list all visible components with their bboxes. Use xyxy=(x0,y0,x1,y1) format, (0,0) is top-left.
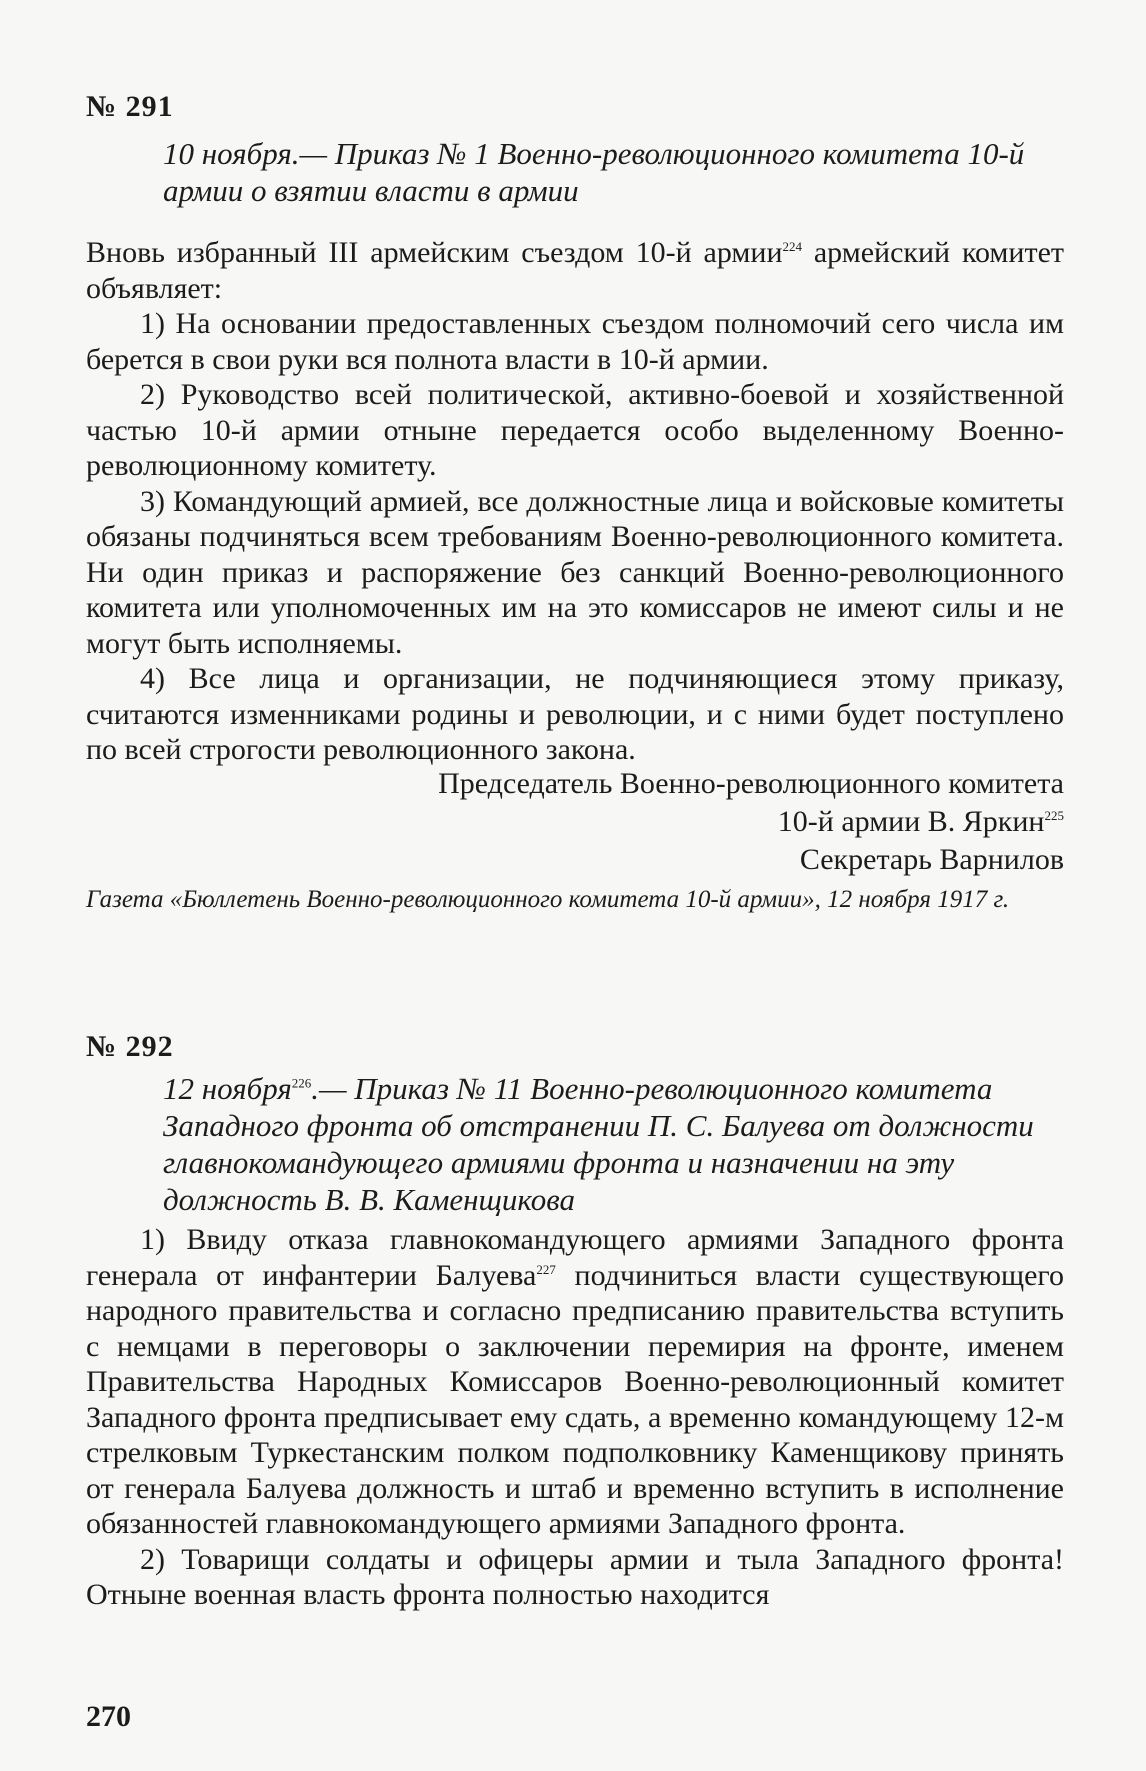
paragraph-3: 3) Командующий армией, все должностные лица и войсковые комитеты обязаны подчиняться всем требованиям Военно-революционного комитета. Ни один приказ и распоряжение без санкций Военно-революционного комитета или уполномоченных им на это комиссаров не имеют силы и не могут быть исполняемы. xyxy=(86,484,1064,660)
document-body-292 xyxy=(86,1222,1064,1613)
footnote-ref: 225 xyxy=(1044,808,1064,823)
paragraph-1: 1) На основании предоставленных съездом полномочий сего числа им берется в свои руки вся полнота власти в 10-й армии. xyxy=(86,307,1064,376)
document-heading-291: 10 ноября.— Приказ № 1 Военно-революционного комитета 10-й армии о взятии власти в армии xyxy=(163,136,1025,208)
intro-paragraph: Вновь избранный III армейским съездом 10-й армии$^{224}$ армейский комитет объявляет: xyxy=(86,236,1064,305)
page-number: 270 xyxy=(86,1700,131,1733)
footnote-ref: 224 xyxy=(782,239,802,254)
document-heading-292: 12 ноября$^{226}$.— Приказ № 11 Военно-революционного комитета Западного фронта об отстранении П. С. Балуева от должности главнокомандующего армиями фронта и назначении на эту должность В. В. Каменщикова xyxy=(163,1071,1034,1217)
footnote-ref: 227 xyxy=(536,1261,556,1277)
paragraph-2: 2) Товарищи солдаты и офицеры армии и тыла Западного фронта! Отныне военная власть фронта полностью находится xyxy=(86,1542,1064,1611)
document-body-291 xyxy=(86,235,1064,768)
paragraph-2: 2) Руководство всей политической, активно-боевой и хозяйственной частью 10-й армии отныне передается особо выделенному Военно-революционному комитету. xyxy=(86,378,1064,482)
source-citation: Газета «Бюллетень Военно-революционного комитета 10-й армии», 12 ноября 1917 г. xyxy=(86,886,1010,913)
document-number-291: № 291 xyxy=(86,90,174,123)
signature-block xyxy=(438,765,1064,879)
document-number-292: № 292 xyxy=(86,1030,174,1063)
paragraph-4: 4) Все лица и организации, не подчиняющиеся этому приказу, считаются изменниками родины и революции, и с ними будет поступлено по всей строгости революционного закона. xyxy=(86,662,1064,766)
signature-line-1: Председатель Военно-революционного комитета xyxy=(438,767,1064,800)
footnote-ref: 226 xyxy=(291,1075,312,1091)
signature-line-2: 10-й армии В. Яркин$^{225}$ xyxy=(777,805,1064,838)
paragraph-1: 1) Ввиду отказа главнокомандующего армиями Западного фронта генерала от инфантерии Балуева$^{227}$ подчиниться власти существующего народного правительства и согласно предписанию правительства вступить с немцами в переговоры о заключении перемирия на фронте, именем Правительства Народных Комиссаров Военно-революционный комитет Западного фронта предписывает ему сдать, а временно командующему 12-м стрелковым Туркестанским полком подполковнику Каменщикову принять от генерала Балуева должность и штаб и временно вступить в исполнение обязанностей главнокомандующего армиями Западного фронта. xyxy=(86,1223,1064,1540)
signature-line-3: Секретарь Варнилов xyxy=(799,843,1064,876)
